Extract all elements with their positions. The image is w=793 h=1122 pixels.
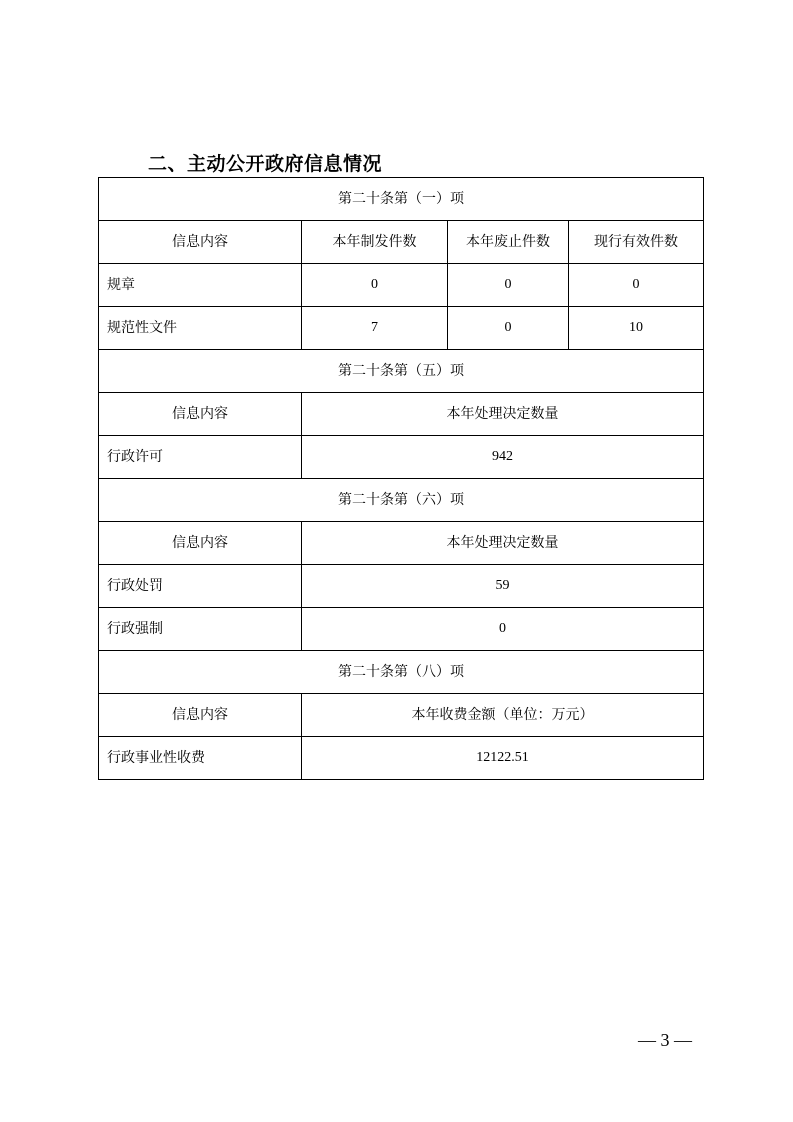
section-6-header-row xyxy=(99,522,704,565)
decision-count: 59 xyxy=(302,565,704,608)
row-label: 规章 xyxy=(99,264,302,307)
fee-amount: 12122.51 xyxy=(302,737,704,780)
decision-count: 0 xyxy=(302,608,704,651)
row-label: 行政处罚 xyxy=(99,565,302,608)
section-6-title-row xyxy=(99,479,704,522)
table-row xyxy=(99,565,704,608)
section-8-title: 第二十条第（八）项 xyxy=(99,651,704,694)
page-number: — 3 — xyxy=(638,1030,692,1050)
column-header-issued: 本年制发件数 xyxy=(302,221,448,264)
section-1-header-row xyxy=(99,221,704,264)
issued-count: 0 xyxy=(302,264,448,307)
section-5-title: 第二十条第（五）项 xyxy=(99,350,704,393)
column-header-decisions: 本年处理决定数量 xyxy=(302,393,704,436)
column-header-fee-amount: 本年收费金额（单位：万元） xyxy=(302,694,704,737)
decision-count: 942 xyxy=(302,436,704,479)
section-8-header-row xyxy=(99,694,704,737)
valid-count: 0 xyxy=(569,264,704,307)
table-row xyxy=(99,264,704,307)
table-row xyxy=(99,608,704,651)
page-heading: 二、主动公开政府信息情况 xyxy=(148,153,383,175)
valid-count: 10 xyxy=(569,307,704,350)
issued-count: 7 xyxy=(302,307,448,350)
column-header-repealed: 本年废止件数 xyxy=(448,221,569,264)
column-header-content: 信息内容 xyxy=(99,522,302,565)
section-1-title: 第二十条第（一）项 xyxy=(99,178,704,221)
column-header-decisions: 本年处理决定数量 xyxy=(302,522,704,565)
table-row xyxy=(99,307,704,350)
section-6-title: 第二十条第（六）项 xyxy=(99,479,704,522)
table-row xyxy=(99,737,704,780)
repealed-count: 0 xyxy=(448,307,569,350)
section-5-title-row xyxy=(99,350,704,393)
row-label: 行政强制 xyxy=(99,608,302,651)
row-label: 行政许可 xyxy=(99,436,302,479)
section-1-title-row xyxy=(99,178,704,221)
row-label: 规范性文件 xyxy=(99,307,302,350)
section-5-header-row xyxy=(99,393,704,436)
table-row xyxy=(99,436,704,479)
column-header-content: 信息内容 xyxy=(99,221,302,264)
row-label: 行政事业性收费 xyxy=(99,737,302,780)
section-8-title-row xyxy=(99,651,704,694)
column-header-valid: 现行有效件数 xyxy=(569,221,704,264)
column-header-content: 信息内容 xyxy=(99,694,302,737)
repealed-count: 0 xyxy=(448,264,569,307)
government-info-table xyxy=(98,177,704,780)
column-header-content: 信息内容 xyxy=(99,393,302,436)
